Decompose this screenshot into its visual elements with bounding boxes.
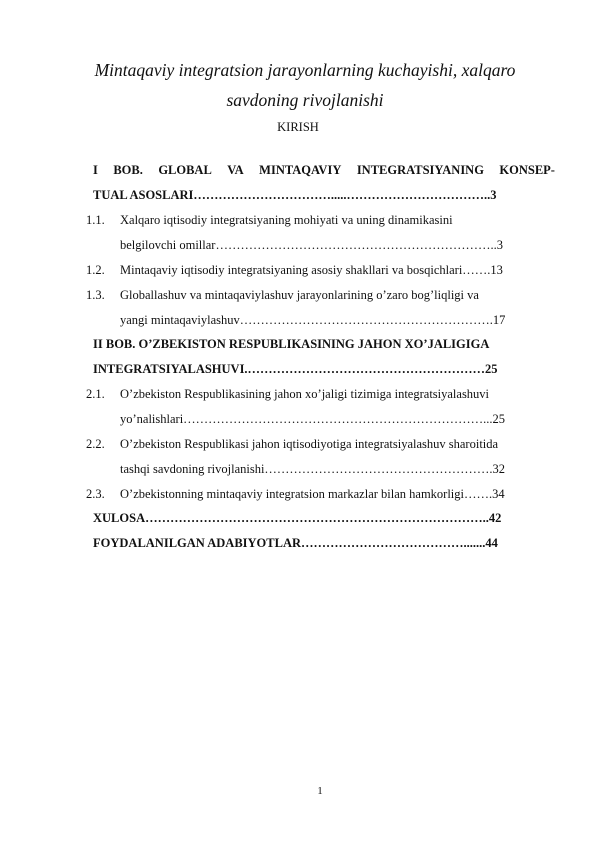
title-line-2: savdoning rivojlanishi	[226, 90, 384, 110]
toc-word: VA	[227, 163, 244, 177]
toc-section-number: 1.3.	[86, 288, 105, 302]
toc-section-1-3-line-2: yangi mintaqaviylashuv…………………………………………………….17	[120, 313, 506, 327]
toc-word: MINTAQAVIY	[259, 163, 342, 177]
toc-section-number: 1.2.	[86, 263, 105, 277]
toc-section-number: 1.1.	[86, 213, 105, 227]
toc-section-2-3: O’zbekistonning mintaqaviy integratsion markazlar bilan hamkorligi…….34	[120, 487, 505, 501]
toc-word: INTEGRATSIYANING	[356, 163, 484, 177]
toc-chapter-2-line-1: II BOB. O’ZBEKISTON RESPUBLIKASINING JAHON XO’JALIGIGA	[93, 337, 490, 351]
toc-references: FOYDALANILGAN ADABIYOTLAR………………………………….......44	[93, 536, 498, 550]
toc-section-2-2-line-2: tashqi savdoning rivojlanishi……………………………………………….32	[120, 462, 506, 476]
toc-word: BOB.	[113, 163, 143, 177]
toc-word: KONSEP-	[499, 163, 555, 177]
intro-heading: KIRISH	[277, 120, 319, 134]
toc-section-number: 2.2.	[86, 437, 105, 451]
toc-section-2-2-line-1: O’zbekiston Respublikasi jahon iqtisodiyotiga integratsiyalashuv sharoitida	[120, 437, 499, 451]
toc-chapter-1-line-2: TUAL ASOSLARI…………………………….....……………………………..3	[93, 188, 497, 202]
toc-conclusion: XULOSA………………………………………………………………………..42	[93, 511, 502, 525]
document-title	[70, 55, 540, 115]
toc-section-number: 2.1.	[86, 387, 105, 401]
toc-section-1-1-line-2: belgilovchi omillar…………………………………………………………..3	[120, 238, 503, 252]
title-line-1: Mintaqaviy integratsion jarayonlarning kuchayishi, xalqaro	[94, 60, 516, 80]
toc-chapter-2-line-2: INTEGRATSIYALASHUVI.…………………………………………………25	[93, 362, 498, 376]
toc-chapter-1-line-1	[93, 163, 555, 178]
toc-section-2-1-line-2: yo’nalishlari………………………………………………………………...25	[120, 412, 506, 426]
toc-word: I	[93, 163, 98, 177]
toc-word: GLOBAL	[158, 163, 212, 177]
toc-section-2-1-line-1: O’zbekiston Respublikasining jahon xo’jaligi tizimiga integratsiyalashuvi	[120, 387, 490, 401]
toc-section-1-2: Mintaqaviy iqtisodiy integratsiyaning asosiy shakllari va bosqichlari…….13	[120, 263, 503, 277]
page-number: 1	[317, 785, 323, 797]
toc-section-1-3-line-1: Globallashuv va mintaqaviylashuv jarayonlarining o’zaro bog’liqligi va	[120, 288, 479, 302]
toc-section-number: 2.3.	[86, 487, 105, 501]
toc-section-1-1-line-1: Xalqaro iqtisodiy integratsiyaning mohiyati va uning dinamikasini	[120, 213, 453, 227]
